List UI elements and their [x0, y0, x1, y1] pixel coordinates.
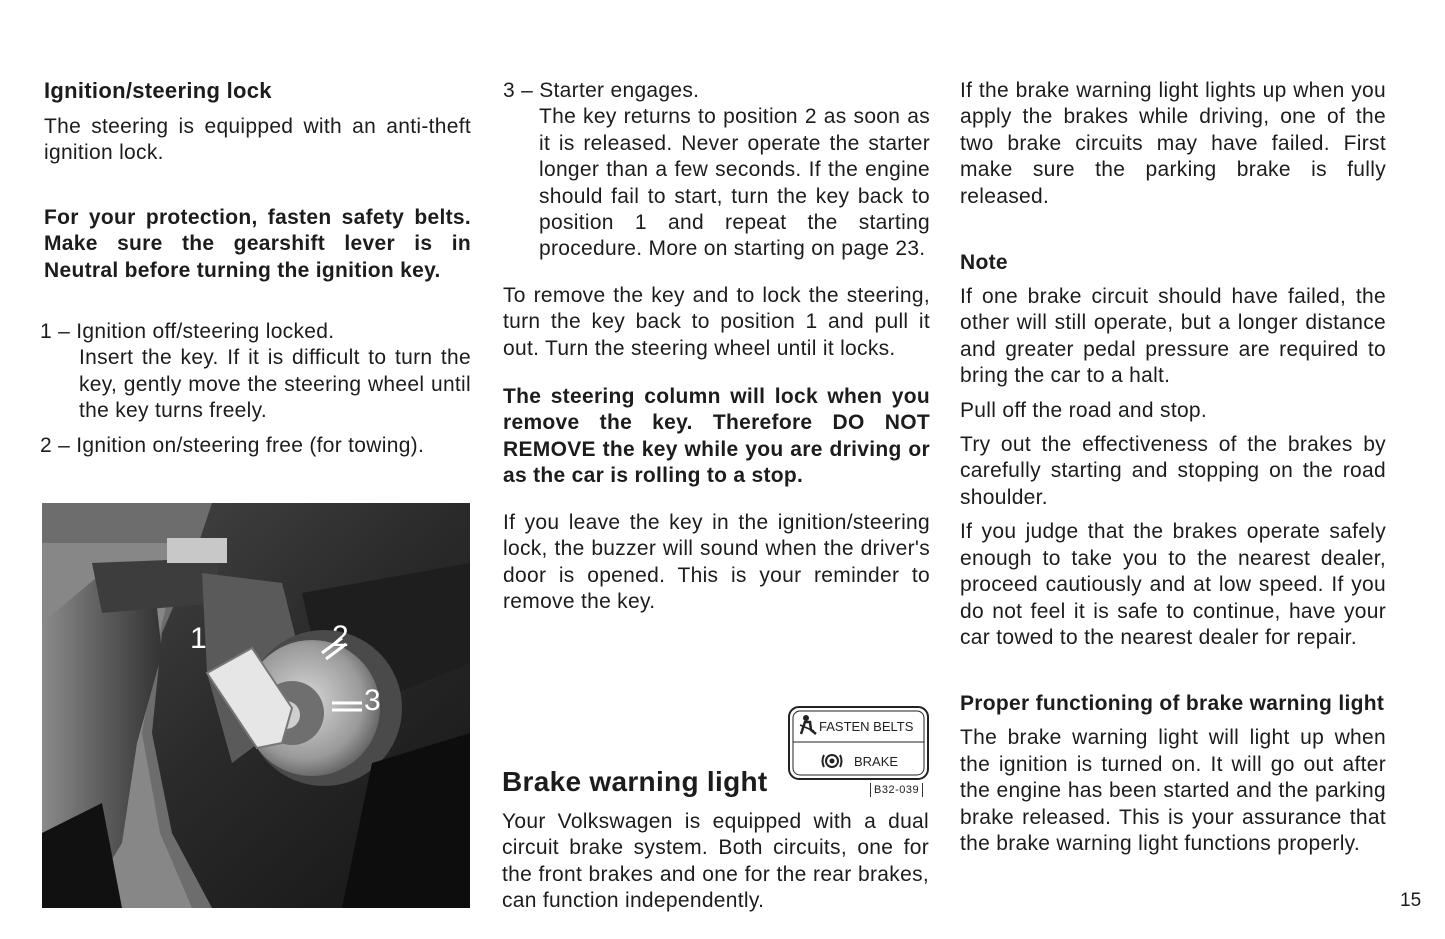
figure-code: B32-039	[870, 783, 923, 797]
column-left	[40, 78, 471, 459]
brake-light-driving-text: If the brake warning light lights up when you apply the brakes while driving, one of the two brake circuits may have failed. First make sure the parking brake is fully released.	[960, 79, 1386, 208]
note-circuit-failed: If one brake circuit should have failed, the other will still operate, but a longer distance and greater pedal pressure are required to bring the car to a halt.	[960, 285, 1386, 388]
note-pull-off: Pull off the road and stop.	[960, 398, 1208, 422]
item-text: Starter engages.	[539, 79, 700, 102]
note-try-brakes: Try out the effectiveness of the brakes by carefully starting and stopping on the road shoulder.	[960, 433, 1386, 509]
note-heading: Note	[960, 251, 1008, 275]
list-item	[40, 433, 471, 459]
position-label-2: 2	[332, 620, 349, 653]
page-number: 15	[1400, 890, 1422, 911]
note-judge-safety: If you judge that the brakes operate safely enough to take you to the nearest dealer, proceed cautiously and at low speed. If you do not feel it is safe to continue, have your car towed to the nearest dealer for repair.	[960, 520, 1386, 649]
safety-warning: For your protection, fasten safety belts. Make sure the gearshift lever is in Neutral before turning the ignition key.	[44, 205, 471, 282]
position-label-3: 3	[364, 684, 381, 717]
section-heading-ignition: Ignition/steering lock	[44, 78, 272, 103]
brake-label: BRAKE	[854, 754, 899, 769]
remove-key-text: To remove the key and to lock the steering, turn the key back to position 1 and pull it out. Turn the steering wheel until it locks.	[503, 283, 930, 360]
section-heading-brake: Brake warning light	[502, 766, 768, 797]
brake-intro: Your Volkswagen is equipped with a dual circuit brake system. Both circuits, one for the front brakes and one for the rear brakes, can function independently.	[502, 810, 929, 913]
item-number: 2 –	[40, 433, 77, 457]
item-number: 3 –	[503, 79, 540, 102]
buzzer-text: If you leave the key in the ignition/steering lock, the buzzer will sound when the driver's door is opened. This is your reminder to remove the key.	[503, 510, 930, 613]
proper-functioning-heading: Proper functioning of brake warning light	[960, 692, 1385, 716]
list-item	[40, 319, 471, 345]
item-text: Insert the key. If it is difficult to turn the key, gently move the steering wheel until the key turns freely.	[79, 346, 471, 423]
steering-lock-warning: The steering column will lock when you remove the key. Therefore DO NOT REMOVE the key while you are driving or as the car is rolling to a stop.	[503, 385, 930, 488]
fasten-belts-label: FASTEN BELTS	[819, 719, 914, 734]
item-text: Ignition off/steering locked.	[76, 320, 335, 344]
item-number: 1 –	[40, 320, 77, 344]
warning-light-panel	[788, 706, 929, 780]
ignition-lock-photo	[42, 503, 470, 908]
item-text: Ignition on/steering free (for towing).	[76, 433, 425, 457]
proper-functioning-text: The brake warning light will light up when the ignition is turned on. It will go out after the engine has been started and the parking brake released. This is your assurance that the brake warning light functions properly.	[960, 726, 1386, 855]
position-label-1: 1	[190, 622, 207, 655]
list-item	[503, 78, 930, 104]
column-middle	[503, 78, 930, 615]
list-item	[44, 345, 471, 424]
ignition-intro: The steering is equipped with an anti-theft ignition lock.	[44, 115, 471, 165]
item3-body: The key returns to position 2 as soon as it is released. Never operate the starter longer than a few seconds. If the engine should fail to start, turn the key back to position 1 and repeat the starting procedure. More on starting on page 23.	[539, 105, 930, 261]
column-right	[960, 78, 1386, 857]
